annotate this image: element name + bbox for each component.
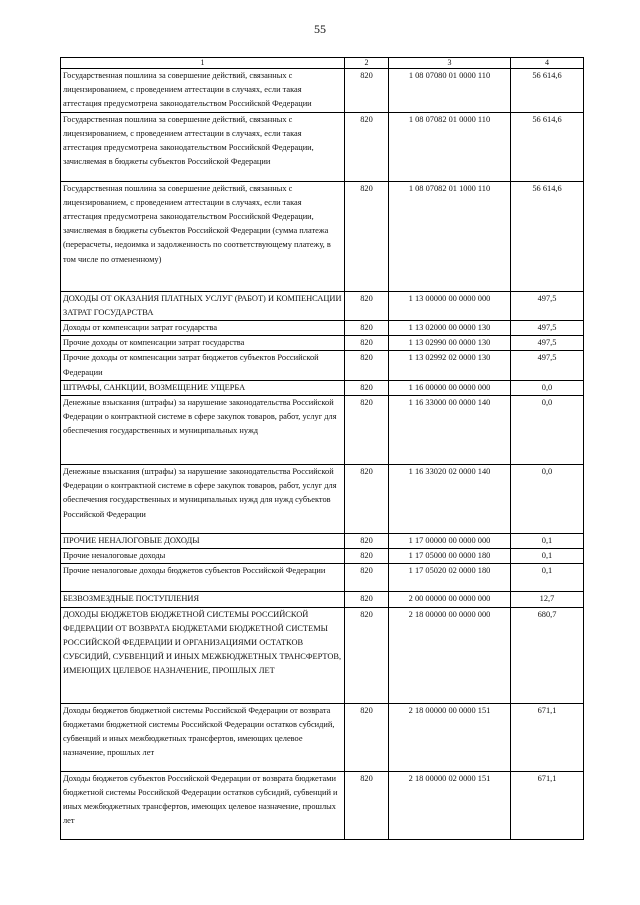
row-name-cell: Доходы бюджетов бюджетной системы Российской Федерации от возврата бюджетами бюджетной системы Российской Федерации остатков субсидий, субвенций и иных межбюджетных трансфертов, имеющих целевое назначение, прошлых лет: [61, 703, 345, 771]
table-row: [61, 112, 584, 181]
row-amount-cell: 671,1: [511, 771, 584, 839]
row-admin-code-cell: 820: [345, 465, 389, 534]
row-amount-cell: 0,1: [511, 564, 584, 592]
table-row: [61, 69, 584, 113]
table-row: [61, 549, 584, 564]
row-admin-code-cell: 820: [345, 592, 389, 607]
column-header-4: 4: [511, 58, 584, 69]
table-row: [61, 703, 584, 771]
table-row: [61, 351, 584, 380]
row-amount-cell: 497,5: [511, 291, 584, 320]
row-admin-code-cell: 820: [345, 380, 389, 395]
row-admin-code-cell: 820: [345, 534, 389, 549]
page-number: 55: [314, 22, 326, 36]
row-amount-cell: 56 614,6: [511, 69, 584, 113]
row-budget-code-cell: 1 13 02000 00 0000 130: [389, 321, 511, 336]
row-amount-cell: 497,5: [511, 321, 584, 336]
row-admin-code-cell: 820: [345, 181, 389, 291]
column-header-2: 2: [345, 58, 389, 69]
row-name-cell: БЕЗВОЗМЕЗДНЫЕ ПОСТУПЛЕНИЯ: [61, 592, 345, 607]
row-amount-cell: 56 614,6: [511, 181, 584, 291]
row-name-cell: Денежные взыскания (штрафы) за нарушение законодательства Российской Федерации о контрактной системе в сфере закупок товаров, работ, услуг для обеспечения государственных и муниципальных нужд: [61, 396, 345, 465]
row-admin-code-cell: 820: [345, 336, 389, 351]
row-budget-code-cell: 1 08 07082 01 0000 110: [389, 112, 511, 181]
row-name-cell: ПРОЧИЕ НЕНАЛОГОВЫЕ ДОХОДЫ: [61, 534, 345, 549]
row-name-cell: Денежные взыскания (штрафы) за нарушение законодательства Российской Федерации о контрактной системе в сфере закупок товаров, работ, услуг для обеспечения государственных и муниципальных нужд для нужд субъектов Российской Федерации: [61, 465, 345, 534]
row-budget-code-cell: 1 08 07080 01 0000 110: [389, 69, 511, 113]
row-admin-code-cell: 820: [345, 69, 389, 113]
row-budget-code-cell: 2 18 00000 00 0000 151: [389, 703, 511, 771]
row-amount-cell: 497,5: [511, 351, 584, 380]
row-name-cell: Государственная пошлина за совершение действий, связанных с лицензированием, с проведением аттестации в случаях, если такая аттестация предусмотрена законодательством Российской Федерации: [61, 69, 345, 113]
row-name-cell: Прочие доходы от компенсации затрат бюджетов субъектов Российской Федерации: [61, 351, 345, 380]
table-row: [61, 534, 584, 549]
table-row: [61, 592, 584, 607]
row-budget-code-cell: 1 16 33000 00 0000 140: [389, 396, 511, 465]
row-amount-cell: 680,7: [511, 607, 584, 703]
header-row: [61, 58, 584, 69]
row-budget-code-cell: 1 17 05000 00 0000 180: [389, 549, 511, 564]
row-amount-cell: 671,1: [511, 703, 584, 771]
row-budget-code-cell: 2 18 00000 02 0000 151: [389, 771, 511, 839]
table-row: [61, 321, 584, 336]
row-admin-code-cell: 820: [345, 396, 389, 465]
row-admin-code-cell: 820: [345, 703, 389, 771]
row-amount-cell: 0,0: [511, 380, 584, 395]
row-amount-cell: 56 614,6: [511, 112, 584, 181]
row-admin-code-cell: 820: [345, 771, 389, 839]
table-row: [61, 396, 584, 465]
row-name-cell: Государственная пошлина за совершение действий, связанных с лицензированием, с проведением аттестации в случаях, если такая аттестация предусмотрена законодательством Российской Федерации, зачисляемая в бюджеты субъектов Российской Федерации: [61, 112, 345, 181]
budget-table: [60, 57, 584, 840]
row-budget-code-cell: 1 16 33020 02 0000 140: [389, 465, 511, 534]
row-name-cell: Прочие неналоговые доходы бюджетов субъектов Российской Федерации: [61, 564, 345, 592]
row-budget-code-cell: 1 13 00000 00 0000 000: [389, 291, 511, 320]
table-body: [61, 58, 584, 840]
table-row: [61, 771, 584, 839]
row-name-cell: ШТРАФЫ, САНКЦИИ, ВОЗМЕЩЕНИЕ УЩЕРБА: [61, 380, 345, 395]
row-name-cell: Прочие доходы от компенсации затрат государства: [61, 336, 345, 351]
table-row: [61, 607, 584, 703]
row-admin-code-cell: 820: [345, 607, 389, 703]
table-row: [61, 564, 584, 592]
row-budget-code-cell: 2 18 00000 00 0000 000: [389, 607, 511, 703]
row-amount-cell: 0,0: [511, 396, 584, 465]
row-budget-code-cell: 2 00 00000 00 0000 000: [389, 592, 511, 607]
row-amount-cell: 0,1: [511, 534, 584, 549]
row-admin-code-cell: 820: [345, 291, 389, 320]
row-admin-code-cell: 820: [345, 549, 389, 564]
row-budget-code-cell: 1 16 00000 00 0000 000: [389, 380, 511, 395]
row-name-cell: Доходы от компенсации затрат государства: [61, 321, 345, 336]
row-amount-cell: 0,1: [511, 549, 584, 564]
row-name-cell: Прочие неналоговые доходы: [61, 549, 345, 564]
table-row: [61, 336, 584, 351]
row-name-cell: Доходы бюджетов субъектов Российской Федерации от возврата бюджетами бюджетной системы Российской Федерации остатков субсидий, субвенций и иных межбюджетных трансфертов, имеющих целевое назначение, прошлых лет: [61, 771, 345, 839]
row-budget-code-cell: 1 13 02992 02 0000 130: [389, 351, 511, 380]
table-row: [61, 181, 584, 291]
row-admin-code-cell: 820: [345, 564, 389, 592]
table-row: [61, 465, 584, 534]
row-amount-cell: 497,5: [511, 336, 584, 351]
row-budget-code-cell: 1 17 05020 02 0000 180: [389, 564, 511, 592]
row-name-cell: ДОХОДЫ ОТ ОКАЗАНИЯ ПЛАТНЫХ УСЛУГ (РАБОТ) И КОМПЕНСАЦИИ ЗАТРАТ ГОСУДАРСТВА: [61, 291, 345, 320]
row-admin-code-cell: 820: [345, 112, 389, 181]
row-budget-code-cell: 1 13 02990 00 0000 130: [389, 336, 511, 351]
row-amount-cell: 0,0: [511, 465, 584, 534]
row-admin-code-cell: 820: [345, 351, 389, 380]
column-header-3: 3: [389, 58, 511, 69]
row-budget-code-cell: 1 17 00000 00 0000 000: [389, 534, 511, 549]
table-row: [61, 380, 584, 395]
row-admin-code-cell: 820: [345, 321, 389, 336]
row-name-cell: ДОХОДЫ БЮДЖЕТОВ БЮДЖЕТНОЙ СИСТЕМЫ РОССИЙСКОЙ ФЕДЕРАЦИИ ОТ ВОЗВРАТА БЮДЖЕТАМИ БЮДЖЕТНОЙ СИСТЕМЫ РОССИЙСКОЙ ФЕДЕРАЦИИ И ОРГАНИЗАЦИЯМИ ОСТАТКОВ СУБСИДИЙ, СУБВЕНЦИЙ И ИНЫХ МЕЖБЮДЖЕТНЫХ ТРАНСФЕРТОВ, ИМЕЮЩИХ ЦЕЛЕВОЕ НАЗНАЧЕНИЕ, ПРОШЛЫХ ЛЕТ: [61, 607, 345, 703]
column-header-1: 1: [61, 58, 345, 69]
row-name-cell: Государственная пошлина за совершение действий, связанных с лицензированием, с проведением аттестации в случаях, если такая аттестация предусмотрена законодательством Российской Федерации, зачисляемая в бюджеты субъектов Российской Федерации (сумма платежа (перерасчеты, недоимка и задолженность по соответствующему платежу, в том числе по отмененному): [61, 181, 345, 291]
table-row: [61, 291, 584, 320]
row-budget-code-cell: 1 08 07082 01 1000 110: [389, 181, 511, 291]
row-amount-cell: 12,7: [511, 592, 584, 607]
